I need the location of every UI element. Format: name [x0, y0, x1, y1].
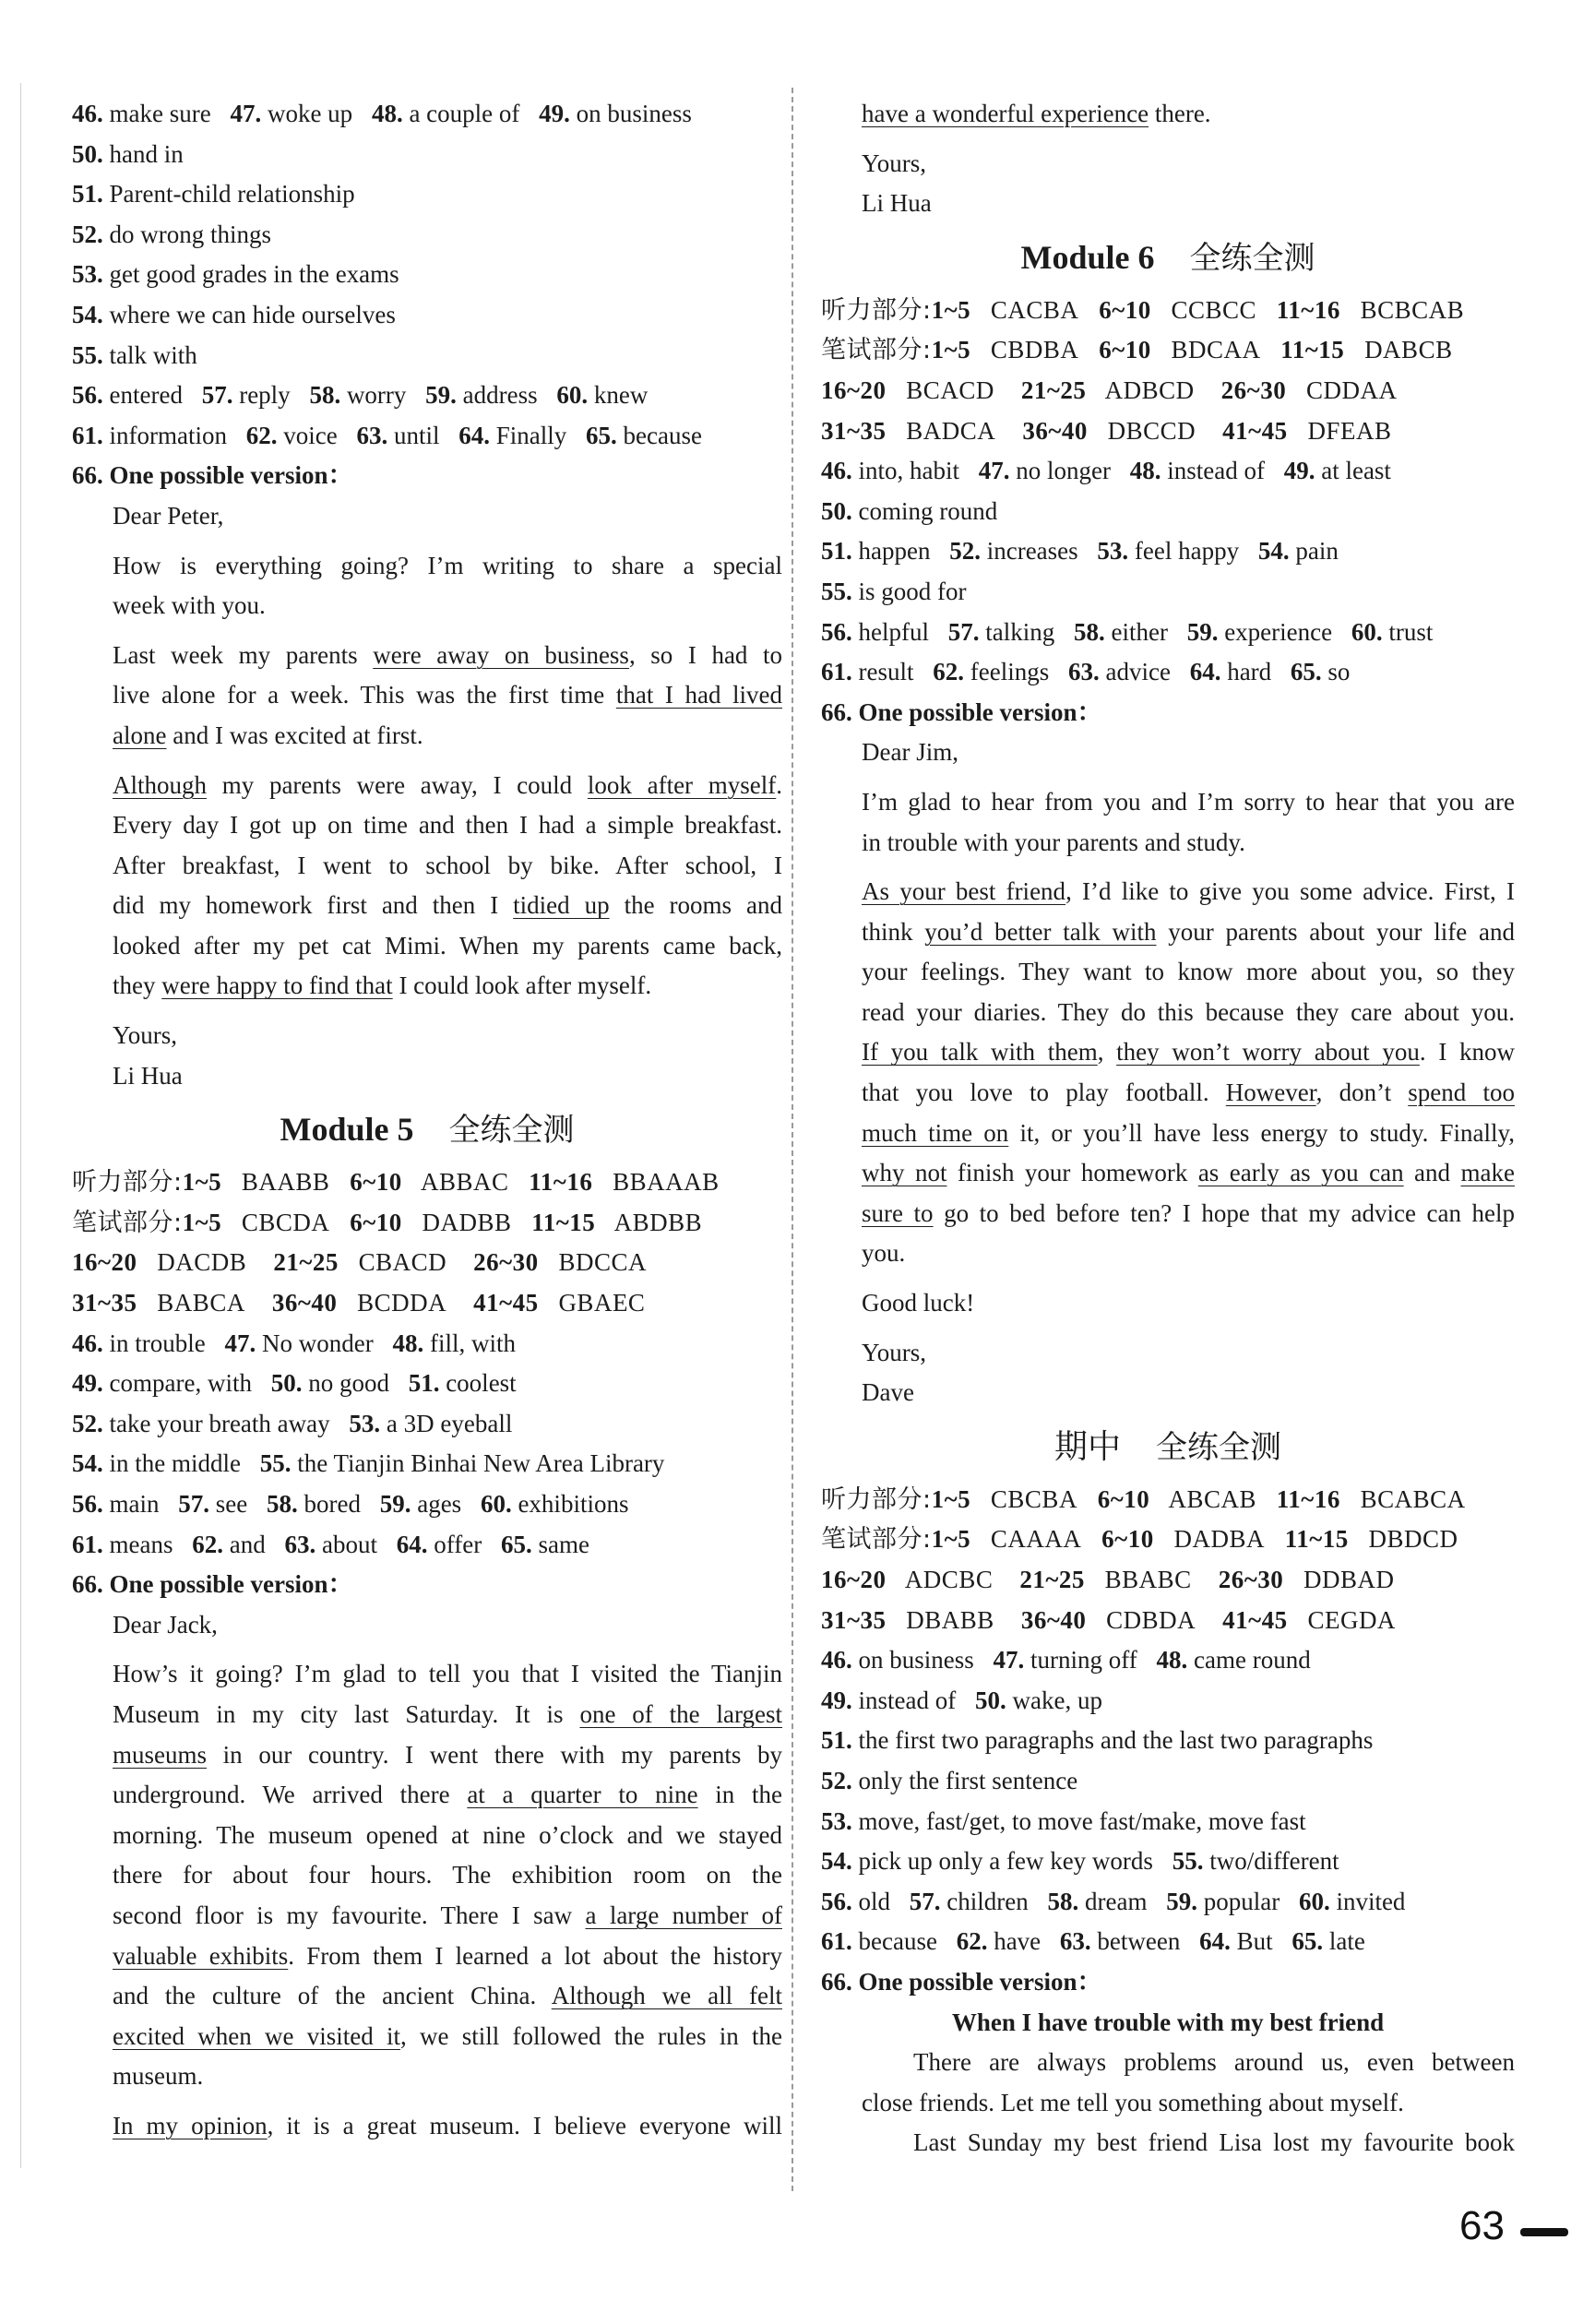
answer-line: 56. old 57. children 58. dream 59. popular 60. invited	[821, 1887, 1406, 1915]
letter-salutation: Dear Peter,	[113, 501, 224, 530]
page-margin-line	[20, 83, 21, 2168]
letter-paragraph: have a wonderful experience there.	[862, 100, 1211, 127]
answer-line: 51. the first two paragraphs and the last two paragraphs	[821, 1726, 1374, 1755]
answer-key-line: 听力部分:1~5 BAABB 6~10 ABBAC 11~16 BBAAAB	[72, 1168, 720, 1198]
letter-closing: Yours,	[862, 1338, 927, 1366]
letter-paragraph: How is everything going? I’m writing to share a special week with you.	[113, 551, 782, 620]
answer-line: 66. One possible version：	[72, 1570, 353, 1599]
answer-line: 54. where we can hide ourselves	[72, 300, 396, 328]
letter-paragraph: As your best friend, I’d like to give you some advice. First, I think you’d better talk with your parents about your life and your feelings. They want to know more about you, so they read your diaries. They do this because they care about you. If you talk with them, they won’t worry about you. I know that you love to play football. However, don’t spend too much time on it, or you’ll have less energy to study. Finally, why not finish your homework as early as you can and make sure to go to bed before ten? I hope that my advice can help you.	[862, 877, 1515, 1268]
answer-key-line: 16~20 BCACD 21~25 ADBCD 26~30 CDDAA	[821, 375, 1398, 404]
answer-key-line: 16~20 DACDB 21~25 CBACD 26~30 BDCCA	[72, 1248, 647, 1277]
page-number-bar	[1520, 2228, 1568, 2236]
right-column	[821, 94, 1515, 2163]
answer-line: 53. get good grades in the exams	[72, 260, 399, 289]
answer-line: 52. take your breath away 53. a 3D eyeball	[72, 1409, 513, 1437]
answer-line: 56. helpful 57. talking 58. either 59. experience 60. trust	[821, 617, 1434, 646]
answer-key-line: 31~35 DBABB 36~40 CDBDA 41~45 CEGDA	[821, 1605, 1396, 1634]
answer-line: 56. entered 57. reply 58. worry 59. address 60. knew	[72, 381, 649, 410]
essay-body: There are always problems around us, even between close friends. Let me tell you something about myself. Last Sunday my best friend Lisa lost my favourite book	[862, 2048, 1515, 2157]
answer-line: 50. hand in	[72, 139, 184, 168]
answer-line: 61. because 62. have 63. between 64. But 65. late	[821, 1927, 1365, 1956]
answer-key-line: 16~20 ADCBC 21~25 BBABC 26~30 DDBAD	[821, 1566, 1395, 1593]
letter-paragraph: How’s it going? I’m glad to tell you that I visited the Tianjin Museum in my city last Saturday. It is one of the largest museums in our country. I went there with my parents by underground. We arrived there at a quarter to nine in the morning. The museum opened at nine o’clock and we stayed there for about four hours. The exhibition room on the second floor is my favourite. There I saw a large number of valuable exhibits. From them I learned a lot about the history and the culture of the ancient China. Although we all felt excited when we visited it, we still followed the rules in the museum.	[113, 1660, 783, 2091]
answer-line: 55. is good for	[821, 577, 967, 605]
answer-line: 53. move, fast/get, to move fast/make, move fast	[821, 1806, 1306, 1835]
answer-line: 46. make sure 47. woke up 48. a couple of 49. on business	[72, 100, 692, 127]
answer-line: 54. in the middle 55. the Tianjin Binhai New Area Library	[72, 1449, 665, 1478]
answer-line: 51. happen 52. increases 53. feel happy 54. pain	[821, 537, 1339, 566]
letter-signature: Li Hua	[113, 1061, 183, 1090]
letter-salutation: Dear Jim,	[862, 738, 958, 767]
answer-key-line: 听力部分:1~5 CACBA 6~10 CCBCC 11~16 BCBCAB	[821, 295, 1465, 325]
letter-paragraph: Although my parents were away, I could look after myself. Every day I got up on time and then I had a simple breakfast. After breakfast, I went to school by bike. After school, I did my homework first and then I tidied up the rooms and looked after my pet cat Mimi. When my parents came back, they were happy to find that I could look after myself.	[113, 770, 782, 1000]
section-heading: 期中 全练全测	[1053, 1427, 1281, 1466]
answer-line: 46. into, habit 47. no longer 48. instead of 49. at least	[821, 457, 1391, 485]
answer-line: 66. One possible version：	[821, 697, 1102, 726]
answer-line: 46. on business 47. turning off 48. came round	[821, 1646, 1311, 1674]
essay-title: When I have trouble with my best friend	[951, 2008, 1385, 2036]
letter-good-luck: Good luck!	[862, 1289, 975, 1317]
answer-line: 49. instead of 50. wake, up	[821, 1686, 1102, 1714]
left-column	[72, 94, 782, 2147]
answer-line: 61. result 62. feelings 63. advice 64. hard 65. so	[821, 658, 1351, 686]
column-divider	[792, 88, 793, 2191]
letter-salutation: Dear Jack,	[113, 1610, 218, 1639]
letter-paragraph: I’m glad to hear from you and I’m sorry to hear that you are in trouble with your parents and study.	[862, 787, 1515, 856]
letter-closing: Yours,	[862, 149, 927, 177]
answer-line: 61. information 62. voice 63. until 64. Finally 65. because	[72, 421, 702, 449]
answer-key-line: 笔试部分:1~5 CAAAA 6~10 DADBA 11~15 DBDCD	[821, 1525, 1458, 1555]
answer-key-line: 笔试部分:1~5 CBDBA 6~10 BDCAA 11~15 DABCB	[821, 336, 1453, 365]
page-number: 63	[1459, 2203, 1505, 2248]
letter-paragraph: In my opinion, it is a great museum. I believe everyone will	[113, 2111, 783, 2139]
answer-key-line: 笔试部分:1~5 CBCDA 6~10 DADBB 11~15 ABDBB	[72, 1208, 703, 1237]
answer-line: 52. do wrong things	[72, 220, 271, 248]
letter-signature: Dave	[862, 1378, 914, 1407]
answer-line: 49. compare, with 50. no good 51. coolest	[72, 1369, 517, 1398]
answer-key-line: 31~35 BADCA 36~40 DBCCD 41~45 DFEAB	[821, 416, 1392, 445]
letter-paragraph: Last week my parents were away on business, so I had to live alone for a week. This was the first time that I had lived alone and I was excited at first.	[113, 640, 783, 749]
answer-line: 54. pick up only a few key words 55. two/different	[821, 1847, 1339, 1876]
answer-line: 52. only the first sentence	[821, 1766, 1078, 1794]
section-heading: Module 5 全练全测	[280, 1111, 575, 1150]
answer-line: 66. One possible version：	[821, 1967, 1102, 1996]
answer-line: 46. in trouble 47. No wonder 48. fill, with	[72, 1329, 516, 1357]
answer-line: 56. main 57. see 58. bored 59. ages 60. exhibitions	[72, 1490, 629, 1518]
answer-line: 66. One possible version：	[72, 461, 353, 490]
answer-line: 50. coming round	[821, 496, 998, 525]
letter-closing: Yours,	[113, 1021, 178, 1050]
answer-line: 61. means 62. and 63. about 64. offer 65. same	[72, 1530, 589, 1558]
answer-key-line: 31~35 BABCA 36~40 BCDDA 41~45 GBAEC	[72, 1289, 646, 1317]
answer-line: 51. Parent-child relationship	[72, 180, 355, 209]
section-heading: Module 6 全练全测	[1020, 238, 1315, 277]
letter-signature: Li Hua	[862, 189, 932, 218]
answer-key-line: 听力部分:1~5 CBCBA 6~10 ABCAB 11~16 BCABCA	[821, 1484, 1466, 1514]
answer-line: 55. talk with	[72, 340, 197, 369]
